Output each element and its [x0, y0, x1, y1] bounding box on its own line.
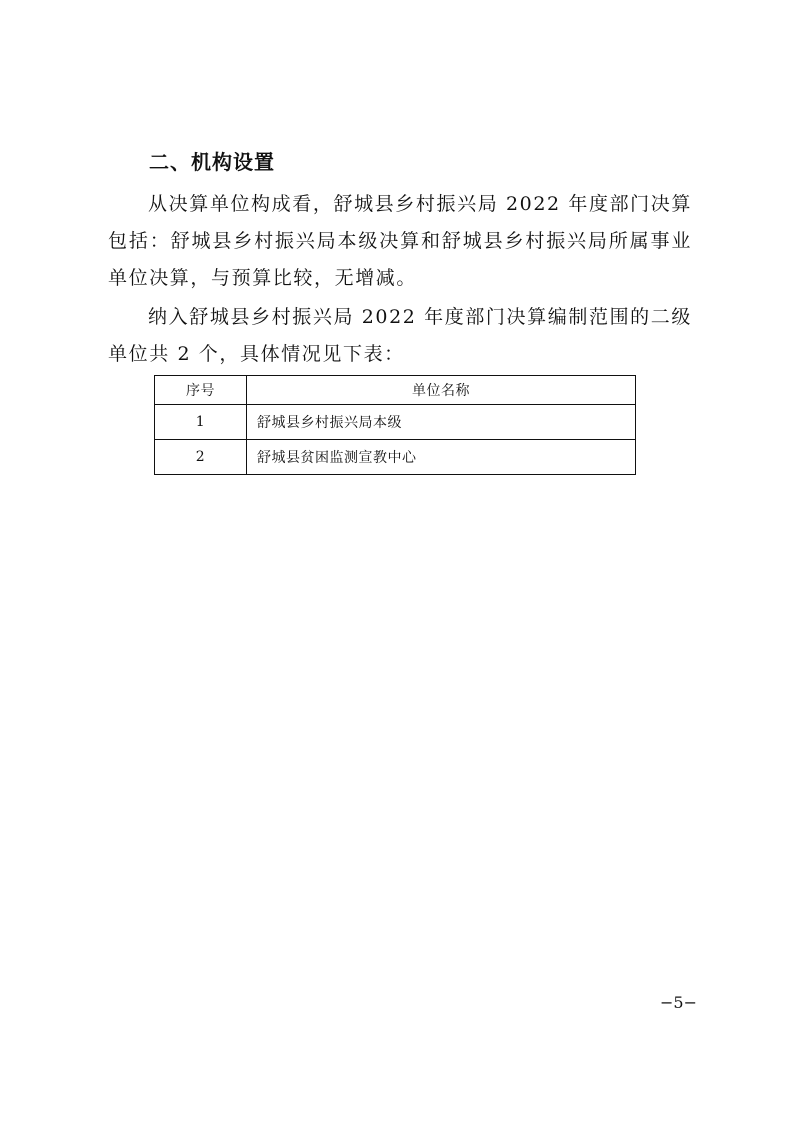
paragraph-scope: 纳入舒城县乡村振兴局 2022 年度部门决算编制范围的二级单位共 2 个，具体情况见下表： — [108, 306, 692, 365]
table-header-row — [155, 376, 636, 405]
paragraph-composition: 从决算单位构成看，舒城县乡村振兴局 2022 年度部门决算包括：舒城县乡村振兴局本级决算和舒城县乡村振兴局所属事业单位决算，与预算比较，无增减。 — [108, 193, 692, 289]
header-index: 序号 — [155, 376, 247, 405]
row-unit-name: 舒城县贫困监测宣教中心 — [247, 440, 636, 475]
page-number: −5− — [660, 993, 697, 1012]
units-table — [154, 375, 636, 475]
header-unit-name: 单位名称 — [247, 376, 636, 405]
table-row — [155, 440, 636, 475]
row-index: 2 — [155, 440, 247, 475]
table-row — [155, 405, 636, 440]
row-index: 1 — [155, 405, 247, 440]
row-unit-name: 舒城县乡村振兴局本级 — [247, 405, 636, 440]
section-heading: 二、机构设置 — [149, 150, 275, 174]
